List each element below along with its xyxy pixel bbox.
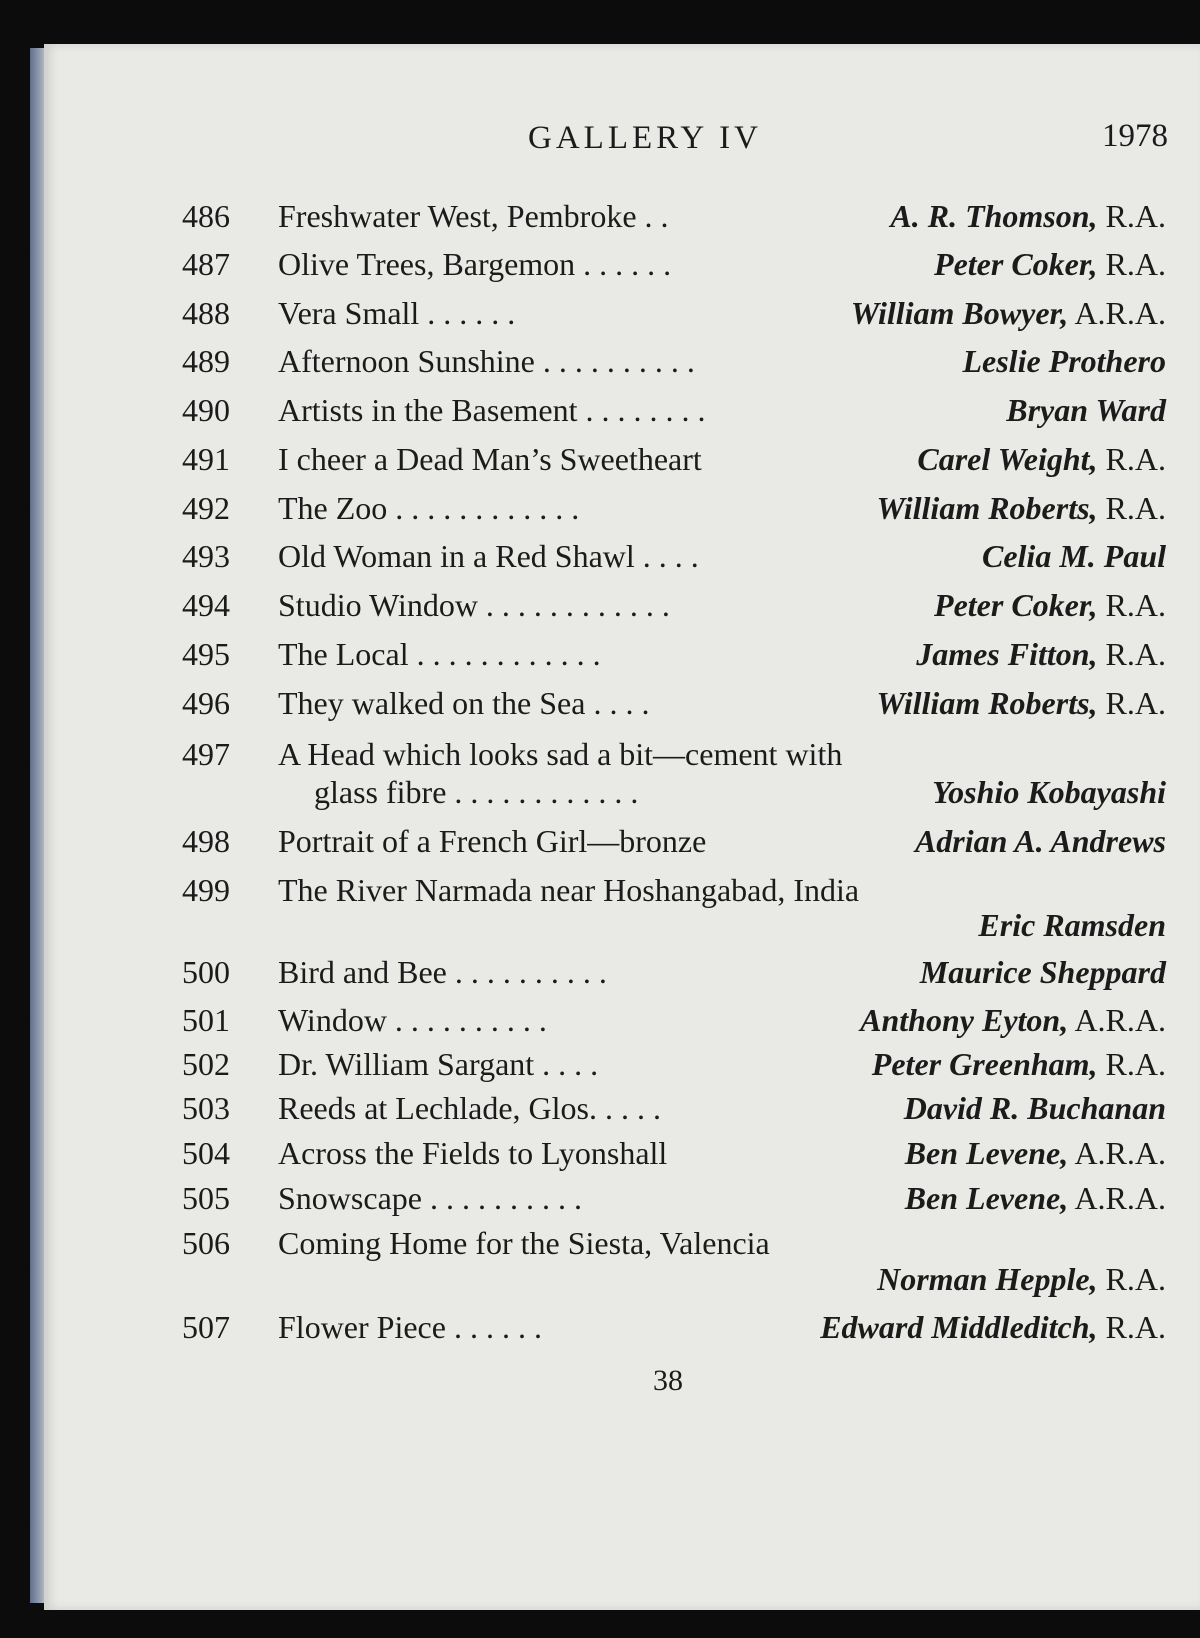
entry-title: Old Woman in a Red Shawl . . . . bbox=[278, 538, 699, 574]
entry-title: Window . . . . . . . . . . bbox=[278, 1002, 547, 1038]
artist-honor: R.A. bbox=[1097, 246, 1166, 282]
entry-500 bbox=[0, 956, 1200, 1000]
entry-artist bbox=[872, 1048, 1166, 1080]
entry-number: 503 bbox=[182, 1090, 230, 1126]
entry-489 bbox=[0, 345, 1200, 389]
page-number: 38 bbox=[653, 1364, 683, 1397]
entry-title: The Local . . . . . . . . . . . . bbox=[278, 636, 601, 672]
entry-488 bbox=[0, 297, 1200, 341]
entry-title: Coming Home for the Siesta, Valencia bbox=[278, 1225, 770, 1261]
artist-name: Yoshio Kobayashi bbox=[932, 774, 1166, 810]
entry-artist bbox=[962, 345, 1166, 377]
artist-honor: R.A. bbox=[1097, 490, 1166, 526]
entry-number: 504 bbox=[182, 1135, 230, 1171]
entry-502 bbox=[0, 1048, 1200, 1092]
artist-name: David R. Buchanan bbox=[903, 1090, 1166, 1126]
entry-artist bbox=[978, 909, 1166, 941]
artist-name: Edward Middleditch, bbox=[820, 1309, 1098, 1345]
artist-name: Anthony Eyton, bbox=[860, 1002, 1069, 1038]
entry-496 bbox=[0, 687, 1200, 731]
entry-number: 492 bbox=[182, 490, 230, 526]
artist-name: Ben Levene, bbox=[904, 1135, 1069, 1171]
entry-title: Portrait of a French Girl—bronze bbox=[278, 823, 707, 859]
entry-title: Artists in the Basement . . . . . . . . bbox=[278, 392, 706, 428]
entry-artist bbox=[932, 776, 1166, 808]
artist-honor: R.A. bbox=[1097, 587, 1166, 623]
artist-name: William Roberts, bbox=[876, 685, 1098, 721]
entry-title: I cheer a Dead Man’s Sweetheart bbox=[278, 441, 702, 477]
entry-number: 495 bbox=[182, 636, 230, 672]
artist-name: A. R. Thomson, bbox=[890, 198, 1098, 234]
entry-artist bbox=[876, 492, 1166, 524]
entry-number: 486 bbox=[182, 198, 230, 234]
artist-name: Norman Hepple, bbox=[877, 1261, 1098, 1297]
artist-name: Eric Ramsden bbox=[978, 907, 1166, 943]
entry-number: 502 bbox=[182, 1046, 230, 1082]
entry-title: Olive Trees, Bargemon . . . . . . bbox=[278, 246, 672, 282]
entry-number: 487 bbox=[182, 246, 230, 282]
entry-487 bbox=[0, 248, 1200, 292]
entry-title: Vera Small . . . . . . bbox=[278, 295, 516, 331]
artist-name: Adrian A. Andrews bbox=[914, 823, 1166, 859]
entry-artist bbox=[877, 1263, 1166, 1295]
artist-name: Peter Greenham, bbox=[871, 1046, 1098, 1082]
entry-number: 493 bbox=[182, 538, 230, 574]
entry-486 bbox=[0, 200, 1200, 244]
entry-artist bbox=[851, 297, 1166, 329]
artist-name: William Bowyer, bbox=[850, 295, 1069, 331]
entry-artist bbox=[905, 1137, 1166, 1169]
entry-artist bbox=[860, 1004, 1166, 1036]
entry-title: Dr. William Sargant . . . . bbox=[278, 1046, 599, 1082]
entry-490 bbox=[0, 394, 1200, 438]
artist-honor: R.A. bbox=[1097, 685, 1166, 721]
entry-number: 505 bbox=[182, 1180, 230, 1216]
entry-number: 507 bbox=[182, 1309, 230, 1345]
artist-name: William Roberts, bbox=[876, 490, 1098, 526]
gallery-title: GALLERY IV bbox=[528, 120, 763, 156]
entry-number: 496 bbox=[182, 685, 230, 721]
entry-492 bbox=[0, 492, 1200, 536]
entry-artist bbox=[917, 443, 1166, 475]
artist-honor: R.A. bbox=[1097, 198, 1166, 234]
entry-title: Studio Window . . . . . . . . . . . . bbox=[278, 587, 670, 623]
entry-501 bbox=[0, 1004, 1200, 1048]
catalogue-year: 1978 bbox=[1102, 118, 1168, 154]
entry-artist bbox=[915, 825, 1166, 857]
entry-artist bbox=[876, 687, 1166, 719]
entry-title: The River Narmada near Hoshangabad, India bbox=[278, 872, 860, 908]
entry-505 bbox=[0, 1182, 1200, 1226]
entry-number: 488 bbox=[182, 295, 230, 331]
entry-498 bbox=[0, 825, 1200, 869]
artist-name: Leslie Prothero bbox=[962, 343, 1166, 379]
entry-title: Afternoon Sunshine . . . . . . . . . . bbox=[278, 343, 695, 379]
artist-honor: R.A. bbox=[1097, 1046, 1166, 1082]
artist-name: Peter Coker, bbox=[934, 587, 1098, 623]
entry-artist bbox=[934, 589, 1166, 621]
artist-honor: R.A. bbox=[1097, 1261, 1166, 1297]
artist-honor: A.R.A. bbox=[1068, 1180, 1166, 1216]
entry-title: Bird and Bee . . . . . . . . . . bbox=[278, 954, 607, 990]
entry-title: The Zoo . . . . . . . . . . . . bbox=[278, 490, 580, 526]
artist-name: Maurice Sheppard bbox=[919, 954, 1166, 990]
entry-artist bbox=[920, 956, 1166, 988]
entry-number: 506 bbox=[182, 1225, 230, 1261]
artist-honor: R.A. bbox=[1097, 636, 1166, 672]
artist-name: Peter Coker, bbox=[934, 246, 1098, 282]
artist-honor: R.A. bbox=[1097, 1309, 1166, 1345]
entry-artist bbox=[1006, 394, 1166, 426]
entry-491 bbox=[0, 443, 1200, 487]
entry-495 bbox=[0, 638, 1200, 682]
entry-number: 489 bbox=[182, 343, 230, 379]
entry-number: 499 bbox=[182, 872, 230, 908]
artist-name: Celia M. Paul bbox=[981, 538, 1166, 574]
entry-503 bbox=[0, 1092, 1200, 1136]
entry-title: A Head which looks sad a bit—cement with bbox=[278, 736, 843, 772]
entry-number: 490 bbox=[182, 392, 230, 428]
entry-499-artist-line bbox=[0, 909, 1200, 953]
entry-493 bbox=[0, 540, 1200, 584]
entry-504 bbox=[0, 1137, 1200, 1181]
entry-title: Snowscape . . . . . . . . . . bbox=[278, 1180, 582, 1216]
entry-506-artist-line bbox=[0, 1263, 1200, 1307]
entry-number: 501 bbox=[182, 1002, 230, 1038]
entry-artist bbox=[904, 1092, 1166, 1124]
artist-honor: A.R.A. bbox=[1068, 1002, 1166, 1038]
entry-artist bbox=[820, 1311, 1166, 1343]
entry-number: 500 bbox=[182, 954, 230, 990]
entry-number: 491 bbox=[182, 441, 230, 477]
entry-number: 494 bbox=[182, 587, 230, 623]
artist-name: Ben Levene, bbox=[904, 1180, 1069, 1216]
entry-497-continued bbox=[0, 776, 1200, 820]
entry-title-continued: glass fibre . . . . . . . . . . . . bbox=[314, 774, 639, 810]
entry-number: 497 bbox=[182, 736, 230, 772]
artist-name: James Fitton, bbox=[916, 636, 1098, 672]
entry-title: Freshwater West, Pembroke . . bbox=[278, 198, 669, 234]
entry-title: Across the Fields to Lyonshall bbox=[278, 1135, 668, 1171]
entry-artist bbox=[982, 540, 1166, 572]
entry-number: 498 bbox=[182, 823, 230, 859]
artist-name: Bryan Ward bbox=[1006, 392, 1166, 428]
entry-artist bbox=[934, 248, 1166, 280]
artist-name: Carel Weight, bbox=[917, 441, 1098, 477]
entry-artist bbox=[890, 200, 1166, 232]
artist-honor: A.R.A. bbox=[1068, 1135, 1166, 1171]
artist-honor: A.R.A. bbox=[1068, 295, 1166, 331]
entry-artist bbox=[905, 1182, 1166, 1214]
entry-507 bbox=[0, 1311, 1200, 1355]
entry-494 bbox=[0, 589, 1200, 633]
artist-honor: R.A. bbox=[1097, 441, 1166, 477]
entry-title: Flower Piece . . . . . . bbox=[278, 1309, 542, 1345]
entry-title: They walked on the Sea . . . . bbox=[278, 685, 650, 721]
entry-artist bbox=[916, 638, 1166, 670]
entry-title: Reeds at Lechlade, Glos. . . . . bbox=[278, 1090, 661, 1126]
